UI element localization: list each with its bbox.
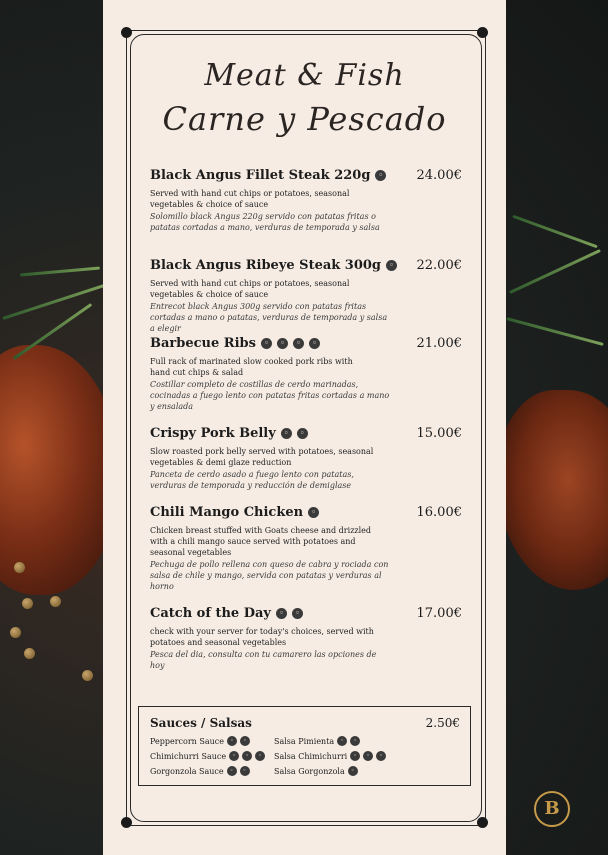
allergen-icon: ◦ xyxy=(229,751,239,761)
menu-item-crispy-pork-belly xyxy=(150,426,462,491)
menu-title-spanish: Carne y Pescado xyxy=(162,100,447,138)
corner-dot xyxy=(477,27,488,38)
sauce-item: Chimichurri Sauce ◦ ◦ ◦ xyxy=(150,751,265,761)
corner-dot xyxy=(477,817,488,828)
allergen-icon: ◦ xyxy=(261,338,272,349)
rosemary-leaf xyxy=(512,215,598,249)
peppercorn xyxy=(22,598,33,609)
peppercorn xyxy=(24,648,35,659)
item-description: Full rack of marinated slow cooked pork ribs with hand cut chips & salad xyxy=(150,357,353,377)
item-name: Catch of the Day ◦ ◦ xyxy=(150,606,462,621)
item-price: 21.00€ xyxy=(416,336,462,351)
allergen-icon: ◦ xyxy=(376,751,386,761)
item-name: Black Angus Ribeye Steak 300g ◦ xyxy=(150,258,462,273)
item-price: 16.00€ xyxy=(416,505,462,520)
allergen-icon: ◦ xyxy=(308,507,319,518)
peppercorn xyxy=(82,670,93,681)
rosemary-leaf xyxy=(509,249,601,294)
allergen-icon: ◦ xyxy=(276,608,287,619)
allergen-icon: ◦ xyxy=(227,766,237,776)
allergen-icon: ◦ xyxy=(350,751,360,761)
item-description-spanish: Entrecot black Angus 300g servido con patatas fritas cortadas a mano o patatas, verduras de temporada y salsa a elegir xyxy=(150,302,388,333)
sauce-item: Salsa Chimichurri ◦ ◦ ◦ xyxy=(274,751,386,761)
item-price: 22.00€ xyxy=(416,258,462,273)
corner-dot xyxy=(121,817,132,828)
sauce-item: Salsa Pimienta ◦ ◦ xyxy=(274,736,360,746)
rosemary-leaf xyxy=(506,317,603,346)
peppercorn xyxy=(14,562,25,573)
corner-dot xyxy=(121,27,132,38)
item-price: 17.00€ xyxy=(416,606,462,621)
sauce-item: Salsa Gorgonzola ◦ xyxy=(274,766,358,776)
sauces-price: 2.50€ xyxy=(425,716,460,730)
rosemary-leaf xyxy=(20,267,100,277)
peppercorn xyxy=(50,596,61,607)
allergen-icon: ◦ xyxy=(255,751,265,761)
item-description: Chicken breast stuffed with Goats cheese and drizzled with a chili mango sauce served with potatoes and seasonal vegetables xyxy=(150,526,372,557)
item-description-spanish: Pesca del dia, consulta con tu camarero las opciones de hoy xyxy=(150,650,377,670)
steak-image-left xyxy=(0,345,120,595)
menu-item-fillet-steak xyxy=(150,168,462,233)
allergen-icon: ◦ xyxy=(375,170,386,181)
item-name: Chili Mango Chicken ◦ xyxy=(150,505,462,520)
item-description: Slow roasted pork belly served with potatoes, seasonal vegetables & demi glaze reduction xyxy=(150,447,374,467)
item-description-spanish: Pechuga de pollo rellena con queso de cabra y rociada con salsa de chile y mango, servida con patatas y verduras al horno xyxy=(150,560,389,591)
sauces-title: Sauces / Salsas xyxy=(150,716,252,730)
allergen-icon: ◦ xyxy=(348,766,358,776)
menu-item-barbecue-ribs xyxy=(150,336,462,412)
menu-item-ribeye-steak xyxy=(150,258,462,334)
item-description-spanish: Solomillo black Angus 220g servido con patatas fritas o patatas cortadas a mano, verduras de temporada y salsa xyxy=(150,212,380,232)
item-description-spanish: Panceta de cerdo asado a fuego lento con patatas, verduras de temporada y reducción de demiglase xyxy=(150,470,354,490)
allergen-icon: ◦ xyxy=(240,766,250,776)
allergen-icon: ◦ xyxy=(240,736,250,746)
allergen-icon: ◦ xyxy=(227,736,237,746)
item-name: Barbecue Ribs ◦ ◦ ◦ ◦ xyxy=(150,336,462,351)
steak-image-right xyxy=(498,390,608,590)
item-price: 24.00€ xyxy=(416,168,462,183)
item-description: Served with hand cut chips or potatoes, seasonal vegetables & choice of sauce xyxy=(150,279,350,299)
menu-card xyxy=(103,0,506,855)
item-description-spanish: Costillar completo de costillas de cerdo marinadas, cocinadas a fuego lento con patatas fritas cortadas a mano y ensalada xyxy=(150,380,390,411)
allergen-icon: ◦ xyxy=(242,751,252,761)
sauce-item: Peppercorn Sauce ◦ ◦ xyxy=(150,736,250,746)
brand-logo: B xyxy=(534,791,570,827)
menu-item-catch-of-the-day xyxy=(150,606,462,671)
menu-item-chili-mango-chicken xyxy=(150,505,462,592)
sauces-box xyxy=(138,706,471,786)
peppercorn xyxy=(10,627,21,638)
allergen-icon: ◦ xyxy=(337,736,347,746)
item-name: Black Angus Fillet Steak 220g ◦ xyxy=(150,168,462,183)
sauce-item: Gorgonzola Sauce ◦ ◦ xyxy=(150,766,250,776)
allergen-icon: ◦ xyxy=(386,260,397,271)
allergen-icon: ◦ xyxy=(297,428,308,439)
allergen-icon: ◦ xyxy=(277,338,288,349)
item-price: 15.00€ xyxy=(416,426,462,441)
menu-title-english: Meat & Fish xyxy=(204,58,405,93)
allergen-icon: ◦ xyxy=(309,338,320,349)
allergen-icon: ◦ xyxy=(293,338,304,349)
allergen-icon: ◦ xyxy=(350,736,360,746)
item-description: check with your server for today's choices, served with potatoes and seasonal vegetables xyxy=(150,627,374,647)
allergen-icon: ◦ xyxy=(281,428,292,439)
item-name: Crispy Pork Belly ◦ ◦ xyxy=(150,426,462,441)
allergen-icon: ◦ xyxy=(363,751,373,761)
allergen-icon: ◦ xyxy=(292,608,303,619)
rosemary-leaf xyxy=(2,283,108,320)
item-description: Served with hand cut chips or potatoes, seasonal vegetables & choice of sauce xyxy=(150,189,350,209)
